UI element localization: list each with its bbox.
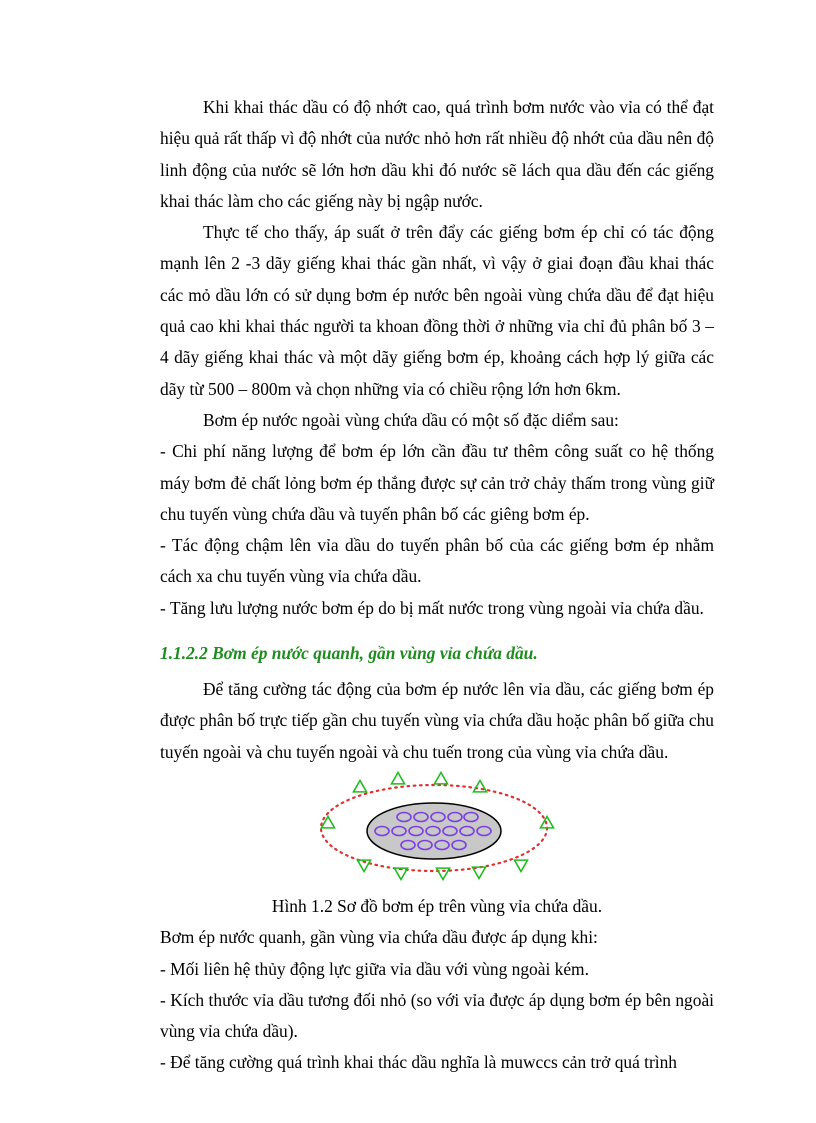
figure-caption: Hình 1.2 Sơ đồ bơm ép trên vùng vỉa chứa dầu.	[271, 895, 603, 916]
injection-scheme-diagram	[318, 776, 558, 888]
injection-well-icon	[435, 772, 448, 783]
paragraph-near-contour-injection: Để tăng cường tác động của bơm ép nước lên vỉa dầu, các giếng bơm ép được phân bố trực tiếp gần chu tuyến vùng vỉa chứa dầu hoặc phân bố giữa chu tuyến ngoài và chu tuyến ngoài và chu tuến trong của vùng vỉa chứa dầu.	[160, 679, 714, 762]
oil-zone	[367, 803, 501, 859]
document-page	[160, 92, 714, 1079]
list-item: - Chi phí năng lượng để bơm ép lớn cần đầu tư thêm công suất co hệ thống máy bơm đẻ chất lỏng bơm ép thắng được sự cản trở chảy thấm trong vùng giữ chu tuyến vùng chứa dầu và tuyến phân bố các giêng bơm ép.	[160, 441, 714, 524]
paragraph-outer-injection-features: Bơm ép nước ngoài vùng chứa dầu có một số đặc diểm sau:	[203, 409, 619, 430]
list-item: - Mối liên hệ thủy động lực giữa vỉa dầu với vùng ngoài kém.	[160, 958, 589, 979]
list-item: - Tăng lưu lượng nước bơm ép do bị mất nước trong vùng ngoài vỉa chứa dầu.	[160, 597, 704, 618]
list-item: - Tác động chậm lên vỉa dầu do tuyến phân bố của các giếng bơm ép nhằm cách xa chu tuyến vùng vỉa chứa dầu.	[160, 535, 714, 587]
injection-well-icon	[515, 860, 528, 871]
injection-well-icon	[392, 772, 405, 783]
section-heading: 1.1.2.2 Bơm ép nước quanh, gần vùng vỉa chứa dầu.	[160, 643, 538, 664]
paragraph-conditions-intro: Bơm ép nước quanh, gần vùng vỉa chứa dầu được áp dụng khi:	[160, 927, 598, 948]
figure-injection-diagram	[160, 776, 714, 888]
paragraph-viscous-oil: Khi khai thác dầu có độ nhớt cao, quá trình bơm nước vào vỉa có thể đạt hiệu quả rất thấp vì độ nhớt của nước nhỏ hơn rất nhiều độ nhớt của dầu nên độ linh động của nước sẽ lớn hơn dầu khi đó nước sẽ lách qua dầu đến các giếng khai thác làm cho các giếng này bị ngập nước.	[160, 97, 714, 211]
injection-well-icon	[474, 780, 487, 791]
list-item: - Để tăng cường quá trình khai thác dầu nghĩa là muwccs cản trở quá trình	[160, 1052, 678, 1073]
paragraph-injection-pressure: Thực tế cho thấy, áp suất ở trên đẩy các giếng bơm ép chỉ có tác động mạnh lên 2 -3 dãy giếng khai thác gần nhất, vì vậy ở giai đoạn đầu khai thác các mỏ dầu lớn có sử dụng bơm ép nước bên ngoài vùng chứa dầu để đạt hiệu quả cao khi khai thác người ta khoan đồng thời ở những vỉa chỉ đủ phân bố 3 – 4 dãy giếng khai thác và một dãy giếng bơm ép, khoảng cách hợp lý giữa các dãy từ 500 – 800m và chọn những vỉa có chiều rộng lớn hơn 6km.	[160, 222, 714, 399]
injection-well-icon	[354, 780, 367, 791]
list-item: - Kích thước vỉa dầu tương đối nhỏ (so với vỉa được áp dụng bơm ép bên ngoài vùng vỉa chứa dầu).	[160, 989, 714, 1042]
